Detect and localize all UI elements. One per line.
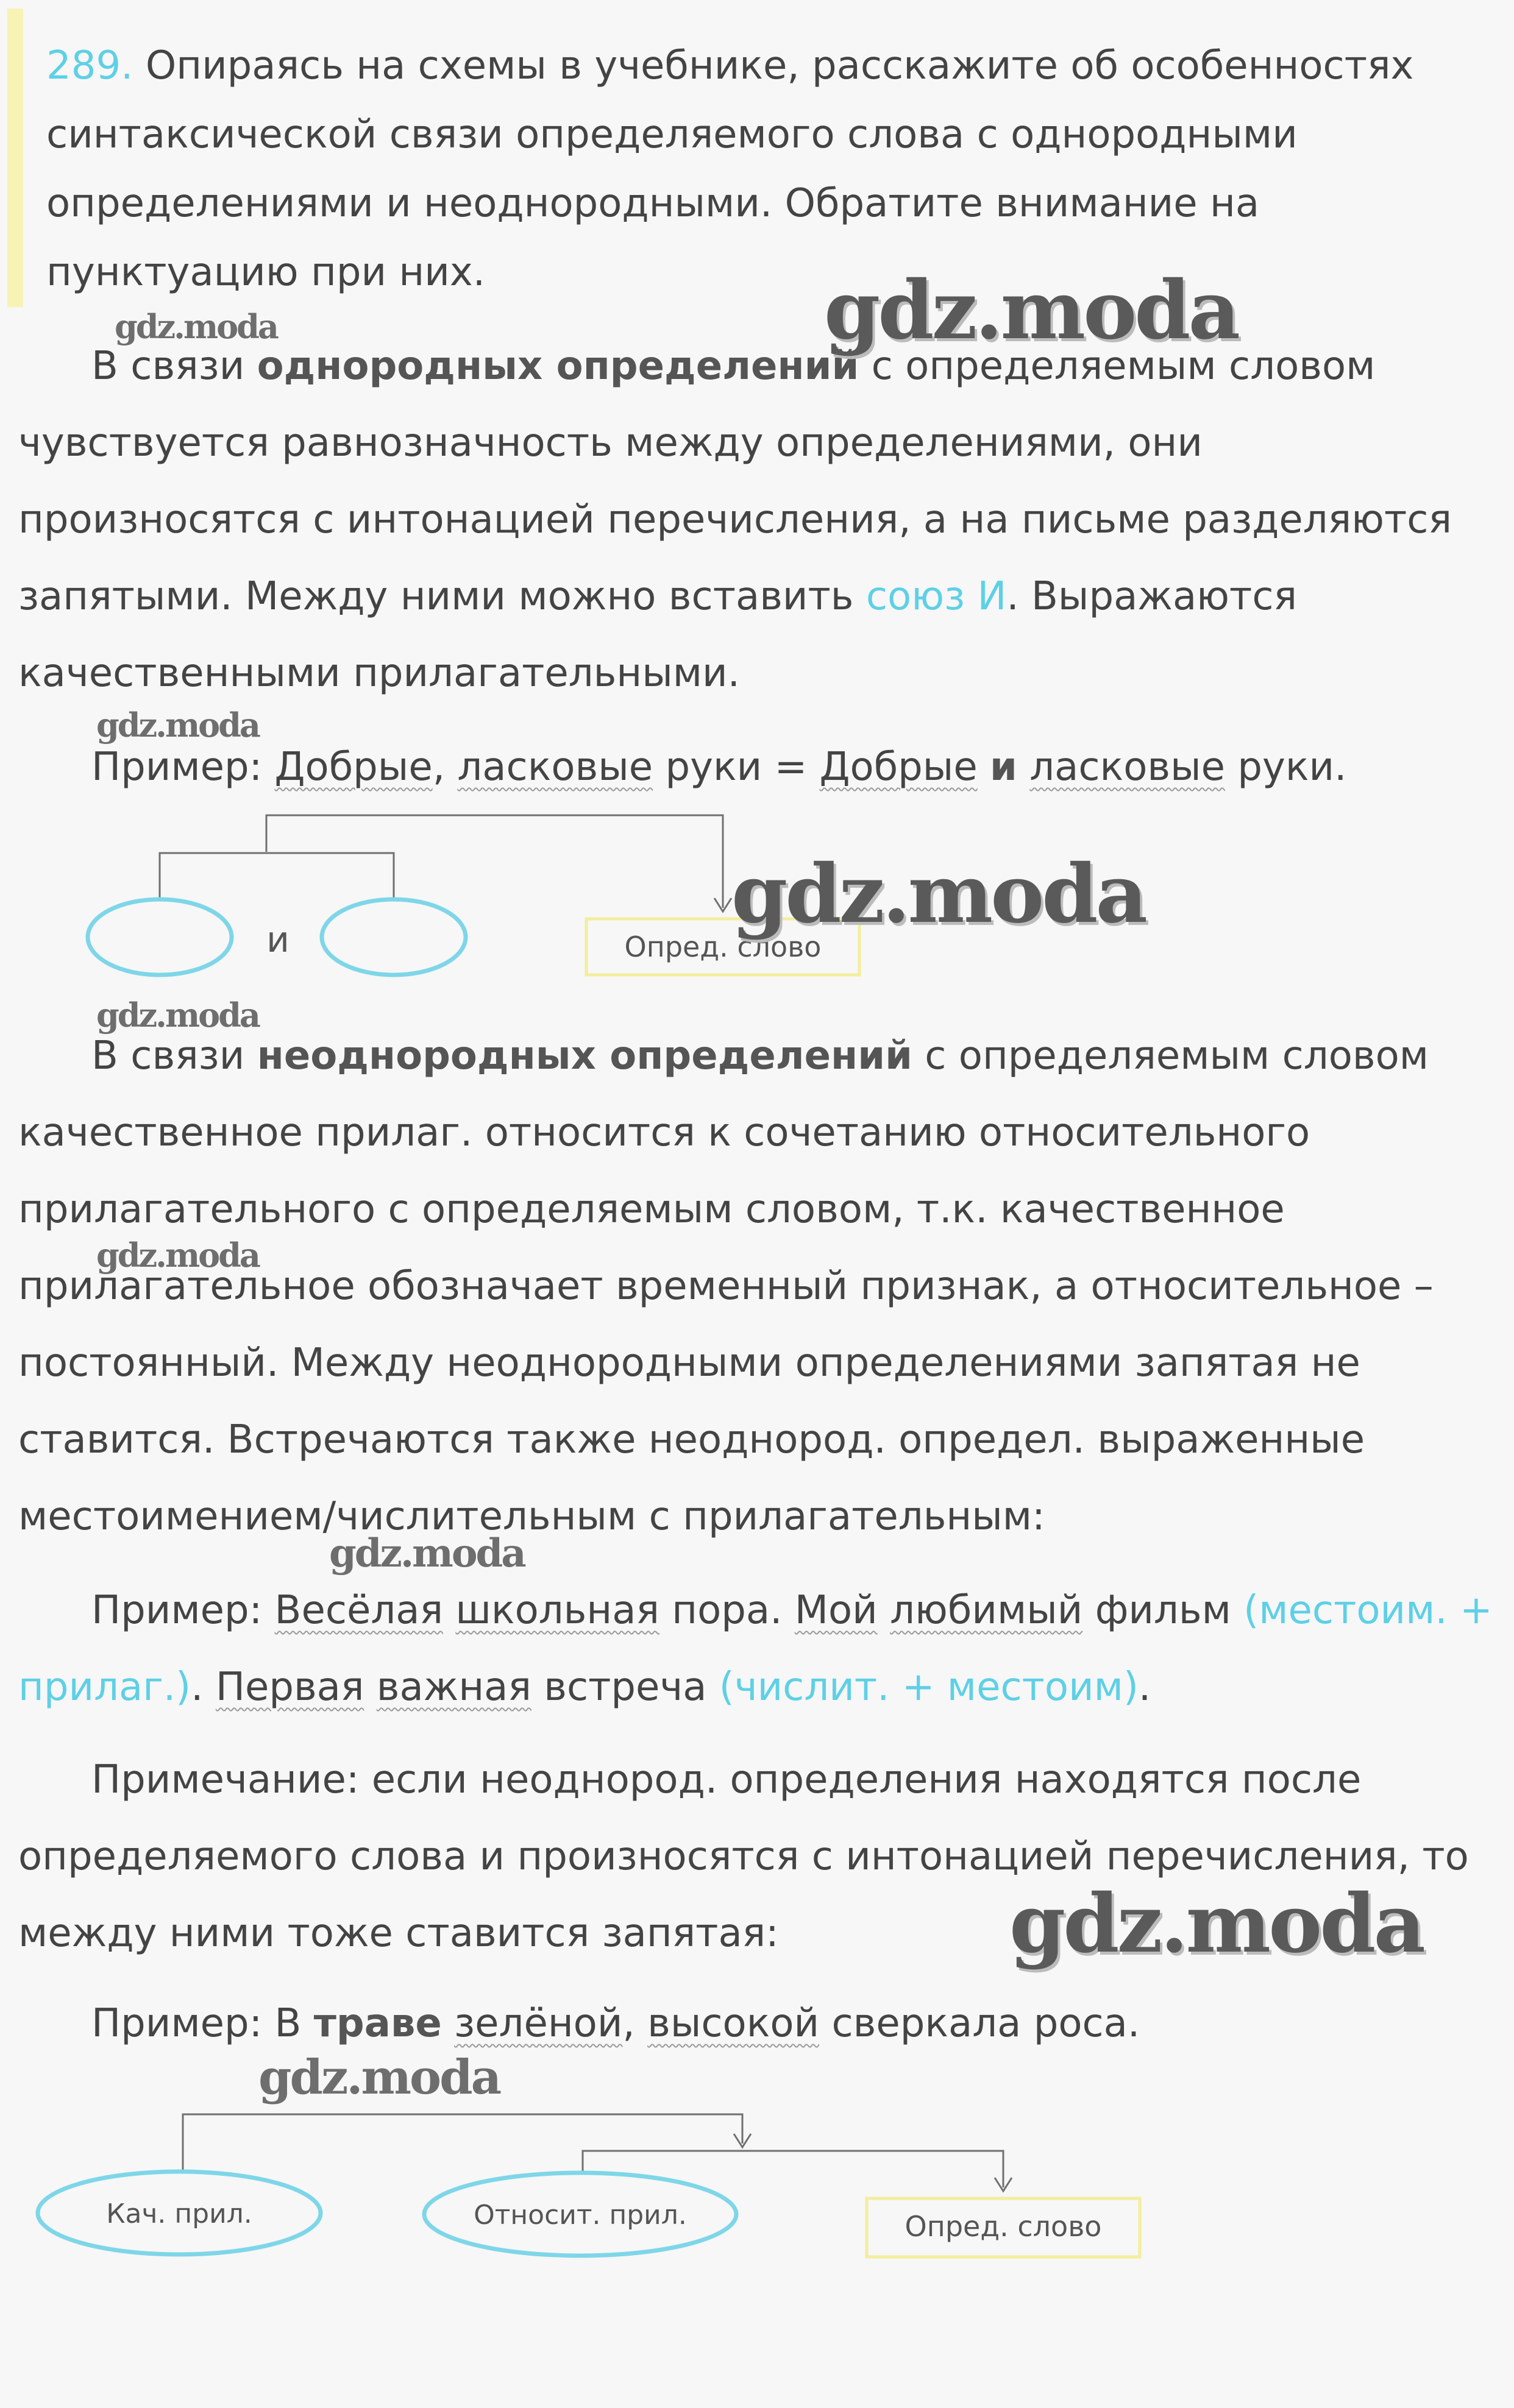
paragraph-homogeneous: В связи однородных определений с определяемым словом чувствуется равнозначность между определениями, они произносятся с интонацией перечисления, а на письме разделяются запятыми. Между ними можно вставить союз И. Выражаются качественными прилагательными.	[18, 344, 1452, 696]
note-paragraph: Примечание: если неоднород. определения находятся после определяемого слова и произносятся с интонацией перечисления, то между ними тоже ставится запятая:	[18, 1757, 1469, 1956]
example2-comment-2: (числит. + местоим)	[719, 1665, 1139, 1710]
watermark: gdz.moda	[115, 307, 277, 346]
diagram2-label-1: Кач. прил.	[106, 2198, 252, 2229]
example-3: Пример: В траве зелёной, высокой сверкала роса.	[91, 2001, 1140, 2046]
watermark: gdz.moda	[824, 263, 1239, 358]
diagram1-conj-label: и	[266, 919, 290, 960]
task-number: 289.	[46, 43, 133, 88]
paragraph-heterogeneous: В связи неоднородных определений с определяемым словом качественное прилаг. относится к сочетанию относительного прилагательного с определяемым словом, т.к. качественное прилагательное обозначает временный признак, а относительное – постоянный. Между неоднородными определениями запятая не ставится. Встречаются также неоднород. определ. выраженные местоимением/числительным с прилагательным:	[18, 1033, 1434, 1539]
watermark: gdz.moda	[96, 1236, 259, 1275]
diagram2-label-3: Опред. слово	[904, 2210, 1102, 2243]
watermark: gdz.moda	[731, 847, 1146, 941]
example-1: Пример: Добрые, ласковые руки = Добрые и ласковые руки.	[91, 745, 1347, 790]
diagram1-word-label: Опред. слово	[624, 930, 822, 963]
diagram2-label-2: Относит. прил.	[474, 2200, 687, 2231]
diagram2-connector-2	[583, 2151, 1003, 2187]
task-body: Опираясь на схемы в учебнике, расскажите об особенностях синтаксической связи определяемого слова с однородными определениями и неоднородными. Обратите внимание на пунктуацию при них.	[46, 43, 1414, 295]
watermark: gdz.moda	[96, 706, 259, 745]
watermark: gdz.moda	[258, 2050, 500, 2105]
example3-noun: траве	[313, 2001, 442, 2046]
term-heterogeneous: неоднородных определений	[257, 1033, 912, 1078]
example-2: Пример: Весёлая школьная пора. Мой любимый фильм (местоим. + прилаг.). Первая важная встреча (числит. + местоим).	[18, 1588, 1493, 1710]
example2-comment-1: (местоим. + прилаг.)	[18, 1588, 1493, 1710]
diagram2-connector-1	[183, 2114, 742, 2170]
conjunction-i: союз И	[865, 574, 1007, 619]
example-conjunction: и	[990, 745, 1017, 790]
watermark: gdz.moda	[96, 996, 259, 1035]
watermark: gdz.moda	[1009, 1877, 1424, 1971]
term-homogeneous: однородных определений	[257, 344, 859, 389]
watermark: gdz.moda	[329, 1531, 525, 1576]
